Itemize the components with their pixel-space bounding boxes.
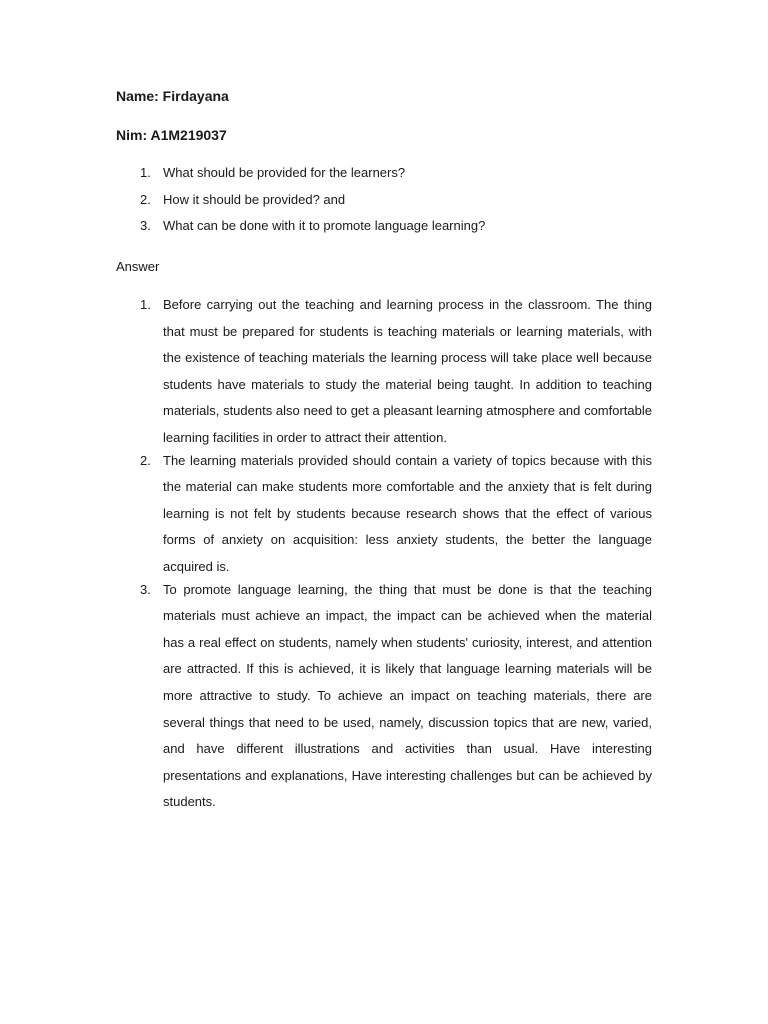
question-number: 1. (140, 165, 151, 180)
question-text: What can be done with it to promote language learning? (163, 218, 486, 234)
answer-heading: Answer (116, 259, 160, 274)
answer-item (116, 292, 652, 452)
answer-text: Before carrying out the teaching and learning process in the classroom. The thing that must be prepared for students is teaching materials or learning materials, with the existence of teaching materials the learning process will take place well because students have materials to study the material being taught. In addition to teaching materials, students also need to get a pleasant learning atmosphere and comfortable learning facilities in order to attract their attention. (163, 297, 652, 445)
question-item (116, 191, 652, 218)
question-number: 3. (140, 218, 151, 234)
question-text: What should be provided for the learners? (163, 165, 406, 180)
student-name: Name: Firdayana (116, 88, 229, 104)
answer-number: 1. (140, 297, 151, 312)
answer-number: 2. (140, 452, 151, 468)
answer-text: To promote language learning, the thing that must be done is that the teaching materials must achieve an impact, the impact can be achieved when the material has a real effect on students, namely when students' curiosity, interest, and attention are attracted. If this is achieved, it is likely that language learning materials will be more attractive to study. To achieve an impact on teaching materials, there are several things that need to be used, namely, discussion topics that are new, varied, and have different illustrations and activities than usual. Have interesting presentations and explanations, Have interesting challenges but can be achieved by students. (163, 581, 652, 810)
answer-list (116, 296, 652, 816)
answer-text: The learning materials provided should contain a variety of topics because with this the material can make students more comfortable and the anxiety that is felt during learning is not felt by students because research shows that the effect of various forms of anxiety on acquisition: less anxiety students, the better the language acquired is. (163, 452, 652, 574)
question-list (116, 164, 652, 244)
question-number: 2. (140, 191, 151, 207)
question-text: How it should be provided? and (163, 191, 346, 207)
answer-item (116, 448, 652, 581)
question-item (116, 164, 652, 191)
question-item (116, 217, 652, 244)
student-nim: Nim: A1M219037 (116, 127, 227, 143)
answer-item (116, 577, 652, 816)
answer-number: 3. (140, 581, 151, 597)
